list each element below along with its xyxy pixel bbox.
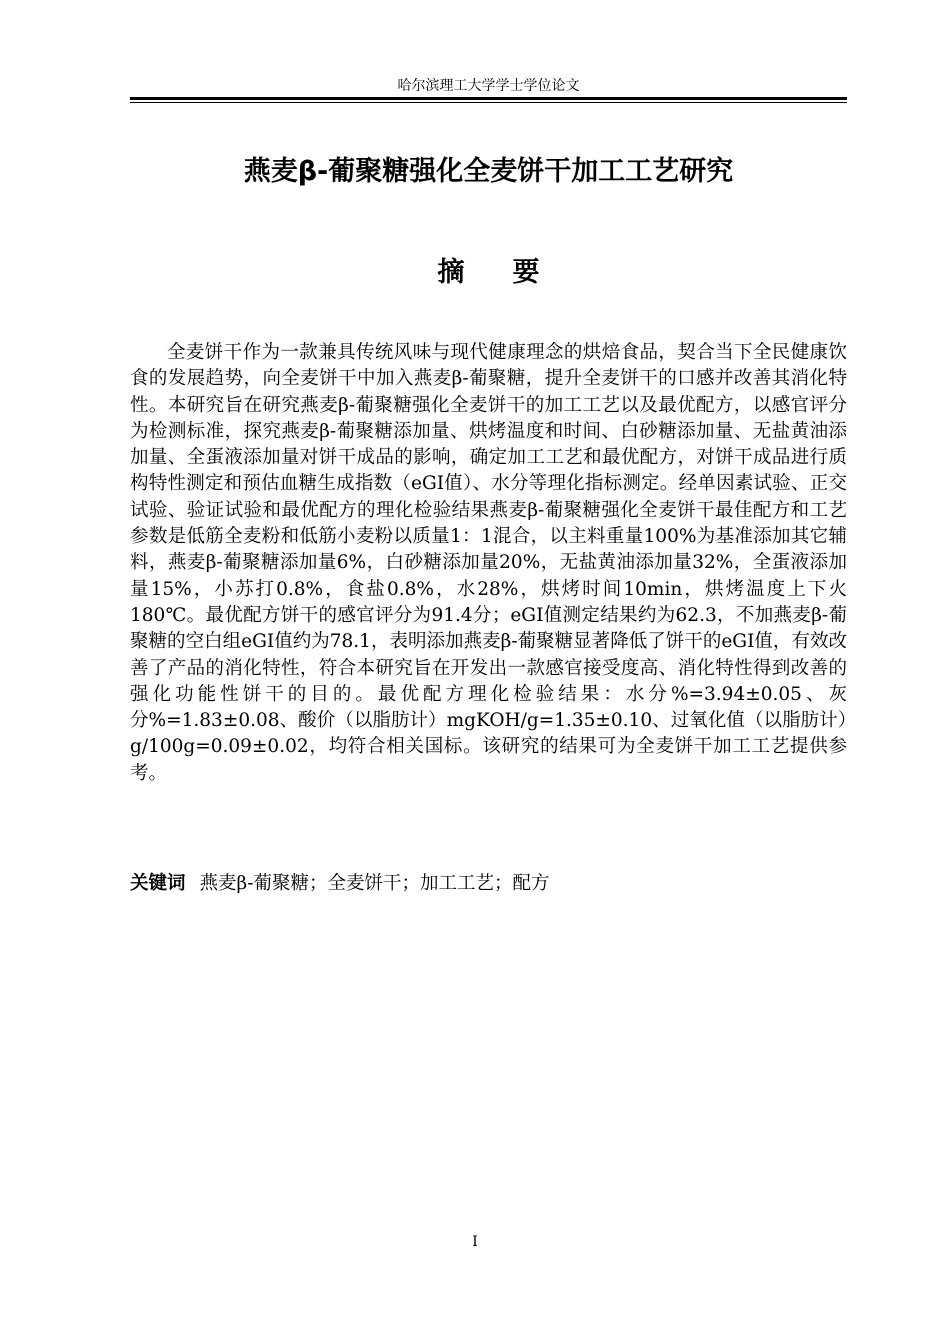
abstract-body: 全麦饼干作为一款兼具传统风味与现代健康理念的烘焙食品，契合当下全民健康饮食的发展趋势，向全麦饼干中加入燕麦β-葡聚糖，提升全麦饼干的口感并改善其消化特性。本研究旨在研究燕麦β-葡聚糖强化全麦饼干的加工工艺以及最优配方，以感官评分为检测标准，探究燕麦β-葡聚糖添加量、烘烤温度和时间、白砂糖添加量、无盐黄油添加量、全蛋液添加量对饼干成品的影响，确定加工工艺和最优配方，对饼干成品进行质构特性测定和预估血糖生成指数（eGI值）、水分等理化指标测定。经单因素试验、正交试验、验证试验和最优配方的理化检验结果燕麦β-葡聚糖强化全麦饼干最佳配方和工艺参数是低筋全麦粉和低筋小麦粉以质量1：1混合，以主料重量100%为基准添加其它辅料，燕麦β-葡聚糖添加量6%，白砂糖添加量20%，无盐黄油添加量32%，全蛋液添加量15%，小苏打0.8%，食盐0.8%，水28%，烘烤时间10min，烘烤温度上下火180℃。最优配方饼干的感官评分为91.4分；eGI值测定结果约为62.3，不加燕麦β-葡聚糖的空白组eGI值约为78.1，表明添加燕麦β-葡聚糖显著降低了饼干的eGI值，有效改善了产品的消化特性，符合本研究旨在开发出一款感官接受度高、消化特性得到改善的强化功能性饼干的目的。最优配方理化检验结果：水分%=3.94±0.05、灰分%=1.83±0.08、酸价（以脂肪计）mgKOH/g=1.35±0.10、过氧化值（以脂肪计）g/100g=0.09±0.02，均符合相关国标。该研究的结果可为全麦饼干加工工艺提供参考。 [130,342,847,784]
header-rule-thin [130,102,847,103]
header-rule-thick [130,97,847,100]
keywords-text: 燕麦β-葡聚糖；全麦饼干；加工工艺；配方 [199,873,550,894]
running-header: 哈尔滨理工大学学士学位论文 [397,78,580,94]
paper-title: 燕麦β-葡聚糖强化全麦饼干加工工艺研究 [243,156,734,187]
page-number: I [472,1234,478,1250]
keywords [130,870,847,898]
abstract-heading: 摘要 [437,257,588,288]
keywords-label: 关键词 [130,873,186,894]
